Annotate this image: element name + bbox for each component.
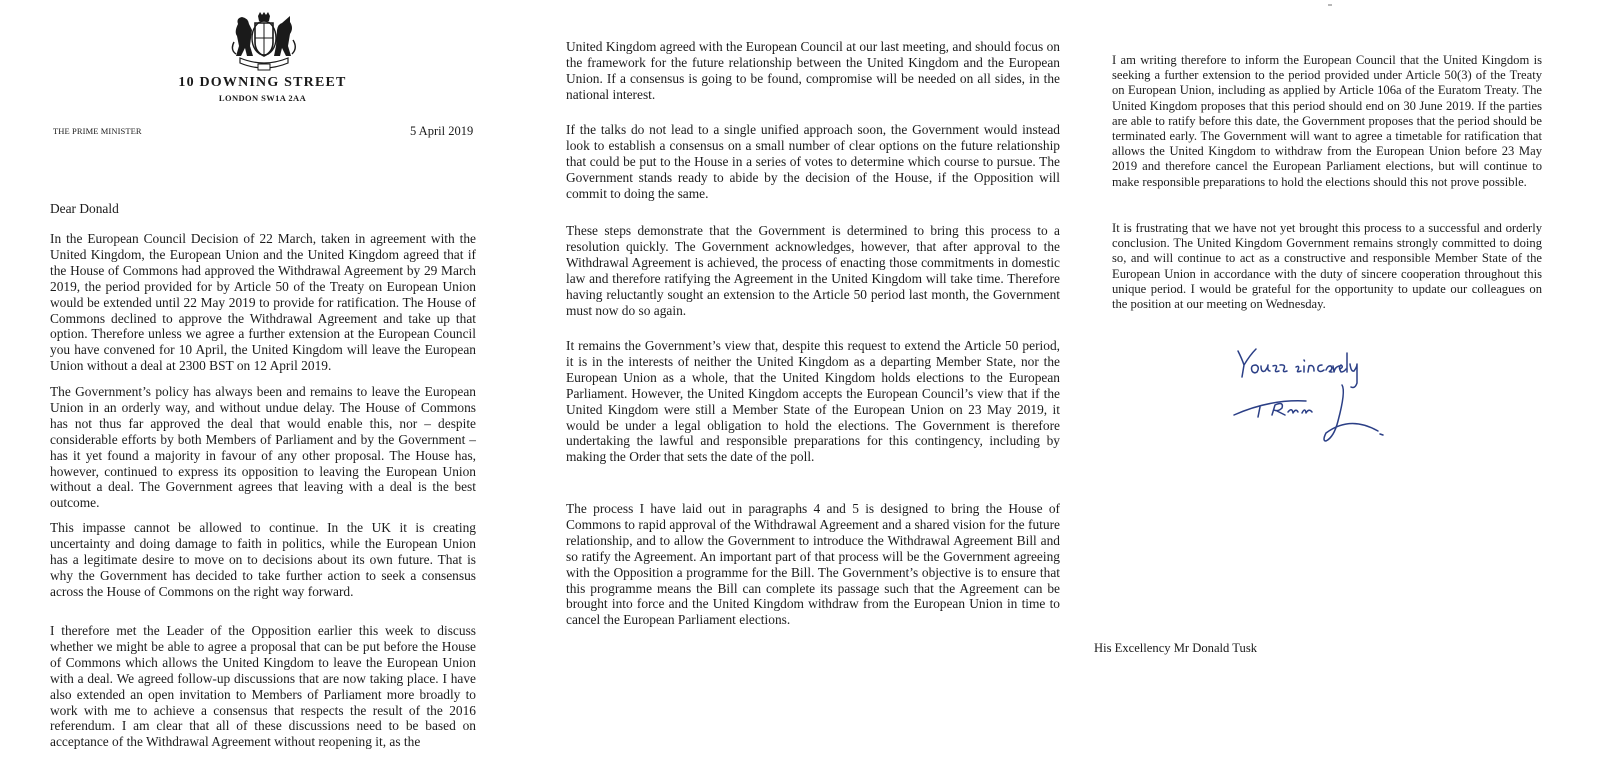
paragraph: If the talks do not lead to a single unified approach soon, the Government would instead look to establish a consensus on a small number of clear options on the future relationship that could be put to the House in a series of votes to determine which course to pursue. The Government stands ready to abide by the decision of the House, if the Opposition will commit to doing the same.: [566, 122, 1060, 201]
paragraph: It remains the Government’s view that, despite this request to extend the Article 50 period, it is in the interests of neither the United Kingdom as a departing Member State, nor the European Union as a whole, that the United Kingdom holds elections to the European Parliament. However, the United Kingdom accepts the European Council’s view that if the United Kingdom were still a Member State of the European Union on 23 May 2019, it would be under a legal obligation to hold the elections. The Government is therefore undertaking the lawful and responsible preparations for this contingency, including by making the Order that sets the date of the poll.: [566, 338, 1060, 465]
paragraph: I am writing therefore to inform the European Council that the United Kingdom is seeking a further extension to the period provided under Article 50(3) of the Treaty on European Union, including as applied by Article 106a of the Euratom Treaty. The United Kingdom proposes that this period should end on 30 June 2019. If the parties are able to ratify before this date, the Government proposes that the period should be terminated early. The Government will want to agree a timetable for ratification that allows the United Kingdom to withdraw from the European Union before 23 May 2019 and therefore cancel the European Parliament elections, but will continue to make responsible preparations to hold the elections should this not prove possible.: [1112, 53, 1542, 189]
paragraph: It is frustrating that we have not yet brought this process to a successful and orderly conclusion. The United Kingdom Government remains strongly committed to doing so, and will continue to act as a constructive and responsible Member State of the European Union in accordance with the duty of sincere cooperation throughout this unique period. I would be grateful for the opportunity to update our colleagues on the position at our meeting on Wednesday.: [1112, 221, 1542, 312]
paragraph: This impasse cannot be allowed to continue. In the UK it is creating uncertainty and doing damage to faith in politics, while the European Union has a legitimate desire to move on to decisions about its own future. That is why the Government has decided to take further action to seek a consensus across the House of Commons on the right way forward.: [50, 520, 476, 599]
handwritten-signature-icon: [1230, 345, 1390, 445]
letterhead-title: 10 DOWNING STREET: [178, 75, 347, 90]
salutation: Dear Donald: [50, 201, 119, 216]
royal-coat-of-arms-icon: [230, 12, 298, 74]
paragraph: I therefore met the Leader of the Opposition earlier this week to discuss whether we might be able to agree a proposal that can be put before the House of Commons which allows the United Kingdom to leave the European Union with a deal. We agreed follow-up discussions that are now taking place. I have also extended an open invitation to Members of Parliament more broadly to work with me to achieve a consensus that respects the result of the 2016 referendum. I am clear that all of these discussions need to be based on acceptance of the Withdrawal Agreement without reopening it, as the: [50, 623, 476, 750]
paragraph: The process I have laid out in paragraphs 4 and 5 is designed to bring the House of Commons to rapid approval of the Withdrawal Agreement and a shared vision for the future relationship, and to allow the Government to introduce the Withdrawal Agreement Bill and so ratify the Agreement. An important part of that process will be the Government agreeing with the Opposition a programme for the Bill. The Government’s objective is to ensure that this programme means the Bill can complete its passage such that the Agreement can be brought into force and the United Kingdom withdraw from the European Union in time to cancel the European Parliament elections.: [566, 501, 1060, 628]
scan-artifact: [1328, 4, 1332, 6]
sender-label: THE PRIME MINISTER: [53, 126, 142, 136]
paragraph: United Kingdom agreed with the European Council at our last meeting, and should focus on the framework for the future relationship between the United Kingdom and the European Union. If a consensus is going to be found, compromise will be needed on all sides, in the national interest.: [566, 39, 1060, 102]
letter-page-2: [540, 0, 1070, 770]
paragraph: These steps demonstrate that the Government is determined to bring this process to a resolution quickly. The Government acknowledges, however, that after approval to the Withdrawal Agreement is achieved, the process of enacting those commitments in domestic law and therefore ratifying the Agreement in the United Kingdom will take time. Therefore having reluctantly sought an extension to the Article 50 period last month, the Government must now do so again.: [566, 223, 1060, 318]
letter-page-1: [0, 0, 540, 770]
paragraph: The Government’s policy has always been and remains to leave the European Union in an orderly way, and without undue delay. The House of Commons has not thus far approved the deal that would enable this, nor – despite considerable efforts by both Members of Parliament and by the Government – has it yet found a majority in favour of any other proposal. The House has, however, continued to express its opposition to leaving the European Union without a deal. The Government agrees that leaving with a deal is the best outcome.: [50, 384, 476, 511]
recipient-name: His Excellency Mr Donald Tusk: [1094, 641, 1258, 655]
letterhead-address: LONDON SW1A 2AA: [218, 93, 307, 103]
letter-date: 5 April 2019: [410, 124, 474, 138]
paragraph: In the European Council Decision of 22 March, taken in agreement with the United Kingdom, the European Union and the United Kingdom agreed that if the House of Commons had approved the Withdrawal Agreement by 29 March 2019, the period provided for by Article 50 of the Treaty on European Union would be extended until 22 May 2019 to provide for ratification. The House of Commons declined to approve the Withdrawal Agreement and take up that option. Therefore unless we agree a further extension at the European Council you have convened for 10 April, the United Kingdom will leave the European Union without a deal at 2300 BST on 12 April 2019.: [50, 231, 476, 374]
